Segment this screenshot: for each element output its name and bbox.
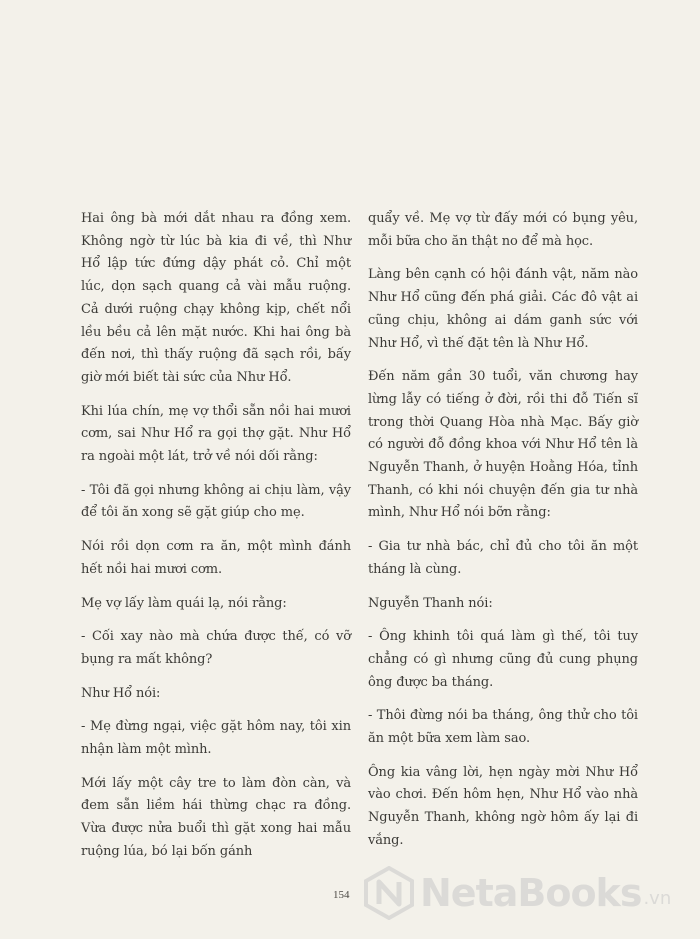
paragraph: Đến năm gần 30 tuổi, văn chương hay lừng lẫy có tiếng ở đời, rồi thi đỗ Tiến sĩ trong thời Quang Hòa nhà Mạc. Bấy giờ có người đỗ đồng khoa với Như Hổ tên là Nguyễn Thanh, ở huyện Hoằng Hóa, tỉnh Thanh, có khi nói chuyện đến gia tư nhà mình, Như Hổ nói bỡn rằng: [368,369,638,521]
watermark-brand: NetaBooks [420,871,642,915]
paragraph: Như Hổ nói: [81,685,161,701]
paragraph: quẩy về. Mẹ vợ từ đấy mới có bụng yêu, mỗi bữa cho ăn thật no để mà học. [368,211,638,249]
watermark [362,866,671,920]
paragraph: - Thôi đừng nói ba tháng, ông thử cho tôi ăn một bữa xem làm sao. [368,708,638,747]
paragraph: Làng bên cạnh có hội đánh vật, năm nào Như Hổ cũng đến phá giải. Các đô vật ai cũng chịu, không ai dám ganh sức với Như Hổ, vì thế đặt tên là Như Hổ. [368,267,638,351]
paragraph: Ông kia vâng lời, hẹn ngày mời Như Hổ vào chơi. Đến hôm hẹn, Như Hổ vào nhà Nguyễn Thanh, không ngờ hôm ấy lại đi vắng. [368,764,638,848]
paragraph: Hai ông bà mới dắt nhau ra đồng xem. Không ngờ từ lúc bà kia đi về, thì Như Hổ lập tức đứng dậy phát cỏ. Chỉ một lúc, dọn sạch quang cả vài mẫu ruộng. Cả dưới ruộng chạy không kịp, chết nổi lều bều cả lên mặt nước. Khi hai ông bà đến nơi, thì thấy ruộng đã sạch rồi, bấy giờ mới biết tài sức của Như Hổ. [81,211,351,385]
page-number: 154 [333,889,350,901]
paragraph: - Gia tư nhà bác, chỉ đủ cho tôi ăn một tháng là cùng. [368,539,638,577]
paragraph: Mẹ vợ lấy làm quái lạ, nói rằng: [81,595,287,611]
paragraph: - Mẹ đừng ngại, việc gặt hôm nay, tôi xin nhận làm một mình. [81,719,351,758]
watermark-suffix: .vn [643,887,672,909]
paragraph: - Tôi đã gọi nhưng không ai chịu làm, vậy để tôi ăn xong sẽ gặt giúp cho mẹ. [81,482,351,521]
paragraph: Khi lúa chín, mẹ vợ thổi sẵn nồi hai mươi cơm, sai Như Hổ ra gọi thợ gặt. Như Hổ ra ngoài một lát, trở về nói dối rằng: [81,403,351,465]
paragraph: Nói rồi dọn cơm ra ăn, một mình đánh hết nồi hai mươi cơm. [81,539,351,577]
paragraph: Nguyễn Thanh nói: [368,595,493,611]
netabooks-logo-icon [362,866,416,920]
right-column [368,208,638,864]
left-column [81,208,351,875]
paragraph: - Ông khinh tôi quá làm gì thế, tôi tuy chẳng có gì nhưng cũng đủ cung phụng ông được ba tháng. [368,629,638,690]
paragraph: - Cối xay nào mà chứa được thế, có vỡ bụng ra mất không? [81,629,351,667]
paragraph: Mới lấy một cây tre to làm đòn càn, và đem sẵn liềm hái thừng chạc ra đồng. Vừa được nửa buổi thì gặt xong hai mẫu ruộng lúa, bó lại bốn gánh [81,775,351,859]
